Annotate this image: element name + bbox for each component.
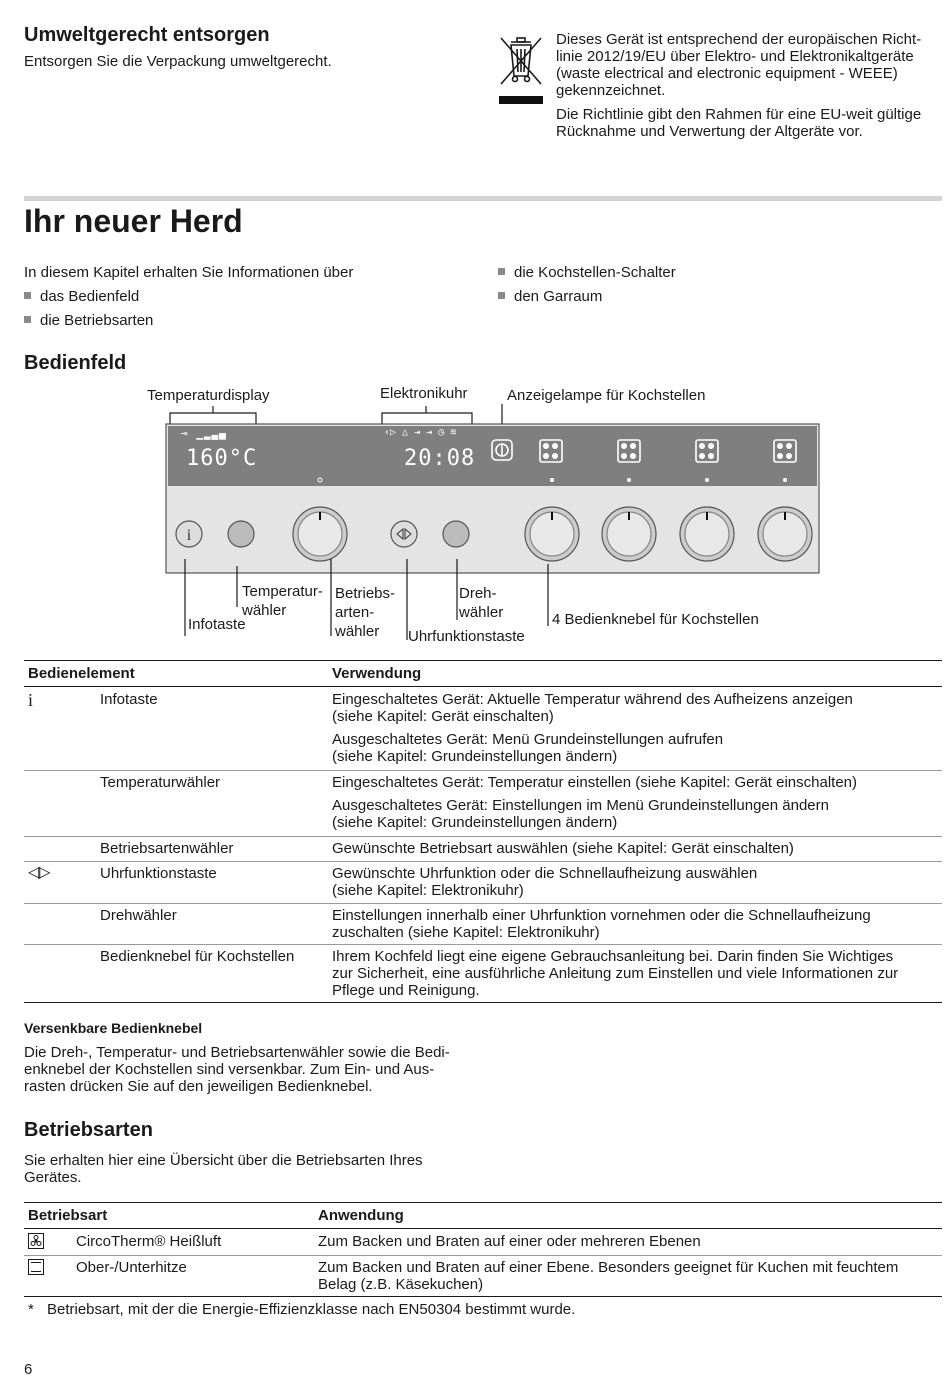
table-row-rule bbox=[24, 1255, 942, 1256]
table-cell-use: Ihrem Kochfeld liegt eine eigene Gebrauchsanleitung bei. Darin finden Sie Wichtiges zur Sicherheit, eine ausführliche Anleitung zum Einstellen und viele Informationen zur Pflege und Reinigung. bbox=[332, 948, 899, 999]
table-row-rule bbox=[24, 944, 942, 945]
crossed-out-bin-icon bbox=[497, 34, 545, 106]
table-header-verwendung: Verwendung bbox=[332, 665, 422, 682]
table-cell-use: Einstellungen innerhalb einer Uhrfunktion vornehmen oder die Schnellaufheizung zuschalten (siehe Kapitel: Elektronikuhr) bbox=[332, 907, 871, 941]
callout-anzeigelampe: Anzeigelampe für Kochstellen bbox=[507, 387, 706, 404]
list-item: die Kochstellen-Schalter bbox=[498, 264, 676, 281]
versenkbar-heading: Versenkbare Bedienknebel bbox=[24, 1020, 203, 1036]
clock-display: 20:08 bbox=[404, 446, 476, 471]
table-row-rule bbox=[24, 770, 942, 771]
footnote: Betriebsart, mit der die Energie-Effizienzklasse nach EN50304 bestimmt wurde. bbox=[47, 1301, 576, 1318]
table-header-rule bbox=[24, 1228, 942, 1229]
list-item: den Garraum bbox=[498, 288, 602, 305]
betriebsarten-heading: Betriebsarten bbox=[24, 1119, 153, 1141]
table-row-rule bbox=[24, 836, 942, 837]
top-bottom-heat-icon bbox=[28, 1259, 44, 1275]
disposal-heading: Umweltgerecht entsorgen bbox=[24, 24, 270, 46]
table-top-rule bbox=[24, 1202, 942, 1203]
table-cell-name: CircoTherm® Heißluft bbox=[76, 1233, 222, 1250]
chapter-title: Ihr neuer Herd bbox=[24, 203, 243, 239]
info-icon: i bbox=[28, 690, 34, 710]
table-row-rule bbox=[24, 861, 942, 862]
bullet-icon bbox=[24, 316, 31, 323]
table-cell-use: Zum Backen und Braten auf einer Ebene. Besonders geeignet für Kuchen mit feuchtem Belag (z.B. Käsekuchen) bbox=[318, 1259, 899, 1293]
callout-drehwaehler: Dreh- wähler bbox=[459, 585, 504, 621]
temperature-status-icons: ⊸ ▁▂▃▄ bbox=[181, 427, 227, 440]
table-cell-name: Drehwähler bbox=[100, 907, 177, 924]
table-cell-name: Ober-/Unterhitze bbox=[76, 1259, 187, 1276]
table-cell-name: Betriebsartenwähler bbox=[100, 840, 234, 857]
table-cell-name: Infotaste bbox=[100, 691, 158, 708]
table-header-rule bbox=[24, 686, 942, 687]
table-cell-use: Gewünschte Betriebsart auswählen (siehe Kapitel: Gerät einschalten) bbox=[332, 840, 794, 857]
table-header-betriebsart: Betriebsart bbox=[28, 1207, 108, 1224]
list-item: die Betriebsarten bbox=[24, 312, 153, 329]
table-cell-name: Uhrfunktionstaste bbox=[100, 865, 217, 882]
temperature-display: 160°C bbox=[186, 446, 258, 471]
table-bottom-rule bbox=[24, 1002, 942, 1003]
callout-uhrfunktionstaste: Uhrfunktionstaste bbox=[408, 628, 525, 645]
table-cell-name: Bedienknebel für Kochstellen bbox=[100, 948, 295, 965]
chapter-intro: In diesem Kapitel erhalten Sie Informationen über bbox=[24, 264, 354, 281]
bullet-icon bbox=[498, 292, 505, 299]
weee-directive-text: Dieses Gerät ist entsprechend der europäischen Richt- linie 2012/19/EU über Elektro- und Elektronikaltgeräte (waste electrical and electronic equipment - WEEE) gekennzeichnet. bbox=[556, 31, 922, 99]
table-cell-use: Eingeschaltetes Gerät: Temperatur einstellen (siehe Kapitel: Gerät einschalten) Ausgeschaltetes Gerät: Einstellungen im Menü Grundeinstellungen ändern (siehe Kapitel: Grundeinstellungen ändern) bbox=[332, 774, 858, 831]
disposal-text: Entsorgen Sie die Verpackung umweltgerecht. bbox=[24, 53, 332, 70]
bullet-icon bbox=[24, 292, 31, 299]
callout-elektronikuhr: Elektronikuhr bbox=[380, 385, 468, 402]
clock-function-icons: ‹▷ △ ⇥ ⇥ ◷ ≋ bbox=[384, 427, 457, 438]
callout-betriebsartenwaehler: Betriebs- arten- wähler bbox=[335, 585, 396, 640]
table-header-anwendung: Anwendung bbox=[318, 1207, 404, 1224]
callout-temperaturwaehler: Temperatur- wähler bbox=[242, 583, 323, 619]
table-cell-use: Zum Backen und Braten auf einer oder mehreren Ebenen bbox=[318, 1233, 701, 1250]
footnote-mark: * bbox=[28, 1301, 34, 1318]
table-cell-use: Eingeschaltetes Gerät: Aktuelle Temperatur während des Aufheizens anzeigen (siehe Kapitel: Gerät einschalten) Ausgeschaltetes Gerät: Menü Grundeinstellungen aufrufen (siehe Kapitel: Grundeinstellungen ändern) bbox=[332, 691, 853, 765]
table-cell-name: Temperaturwähler bbox=[100, 774, 221, 791]
table-cell-use: Gewünschte Uhrfunktion oder die Schnellaufheizung auswählen (siehe Kapitel: Elektronikuhr) bbox=[332, 865, 758, 899]
fan-mode-icon bbox=[28, 1233, 44, 1249]
list-item: das Bedienfeld bbox=[24, 288, 139, 305]
table-top-rule bbox=[24, 660, 942, 661]
bedienfeld-heading: Bedienfeld bbox=[24, 352, 127, 374]
table-bottom-rule bbox=[24, 1296, 942, 1297]
betriebsarten-intro: Sie erhalten hier eine Übersicht über die Betriebsarten Ihres Gerätes. bbox=[24, 1152, 423, 1186]
chapter-divider bbox=[24, 196, 942, 201]
page-number: 6 bbox=[24, 1361, 33, 1378]
callout-temperaturdisplay: Temperaturdisplay bbox=[147, 387, 270, 404]
weee-framework-text: Die Richtlinie gibt den Rahmen für eine EU-weit gültige Rücknahme und Verwertung der Altgeräte vor. bbox=[556, 106, 922, 140]
bullet-icon bbox=[498, 268, 505, 275]
table-header-bedienelement: Bedienelement bbox=[28, 665, 135, 682]
svg-text:i: i bbox=[186, 527, 192, 544]
clock-function-button-icon: ◁▷ bbox=[28, 864, 49, 881]
table-row-rule bbox=[24, 903, 942, 904]
versenkbar-text: Die Dreh-, Temperatur- und Betriebsartenwähler sowie die Bedi- enknebel der Kochstellen sind versenkbar. Zum Ein- und Aus- rasten drücken Sie auf den jeweiligen Bedienknebel. bbox=[24, 1044, 450, 1095]
callout-infotaste: Infotaste bbox=[188, 616, 246, 633]
callout-kochstellen: 4 Bedienknebel für Kochstellen bbox=[552, 611, 759, 628]
